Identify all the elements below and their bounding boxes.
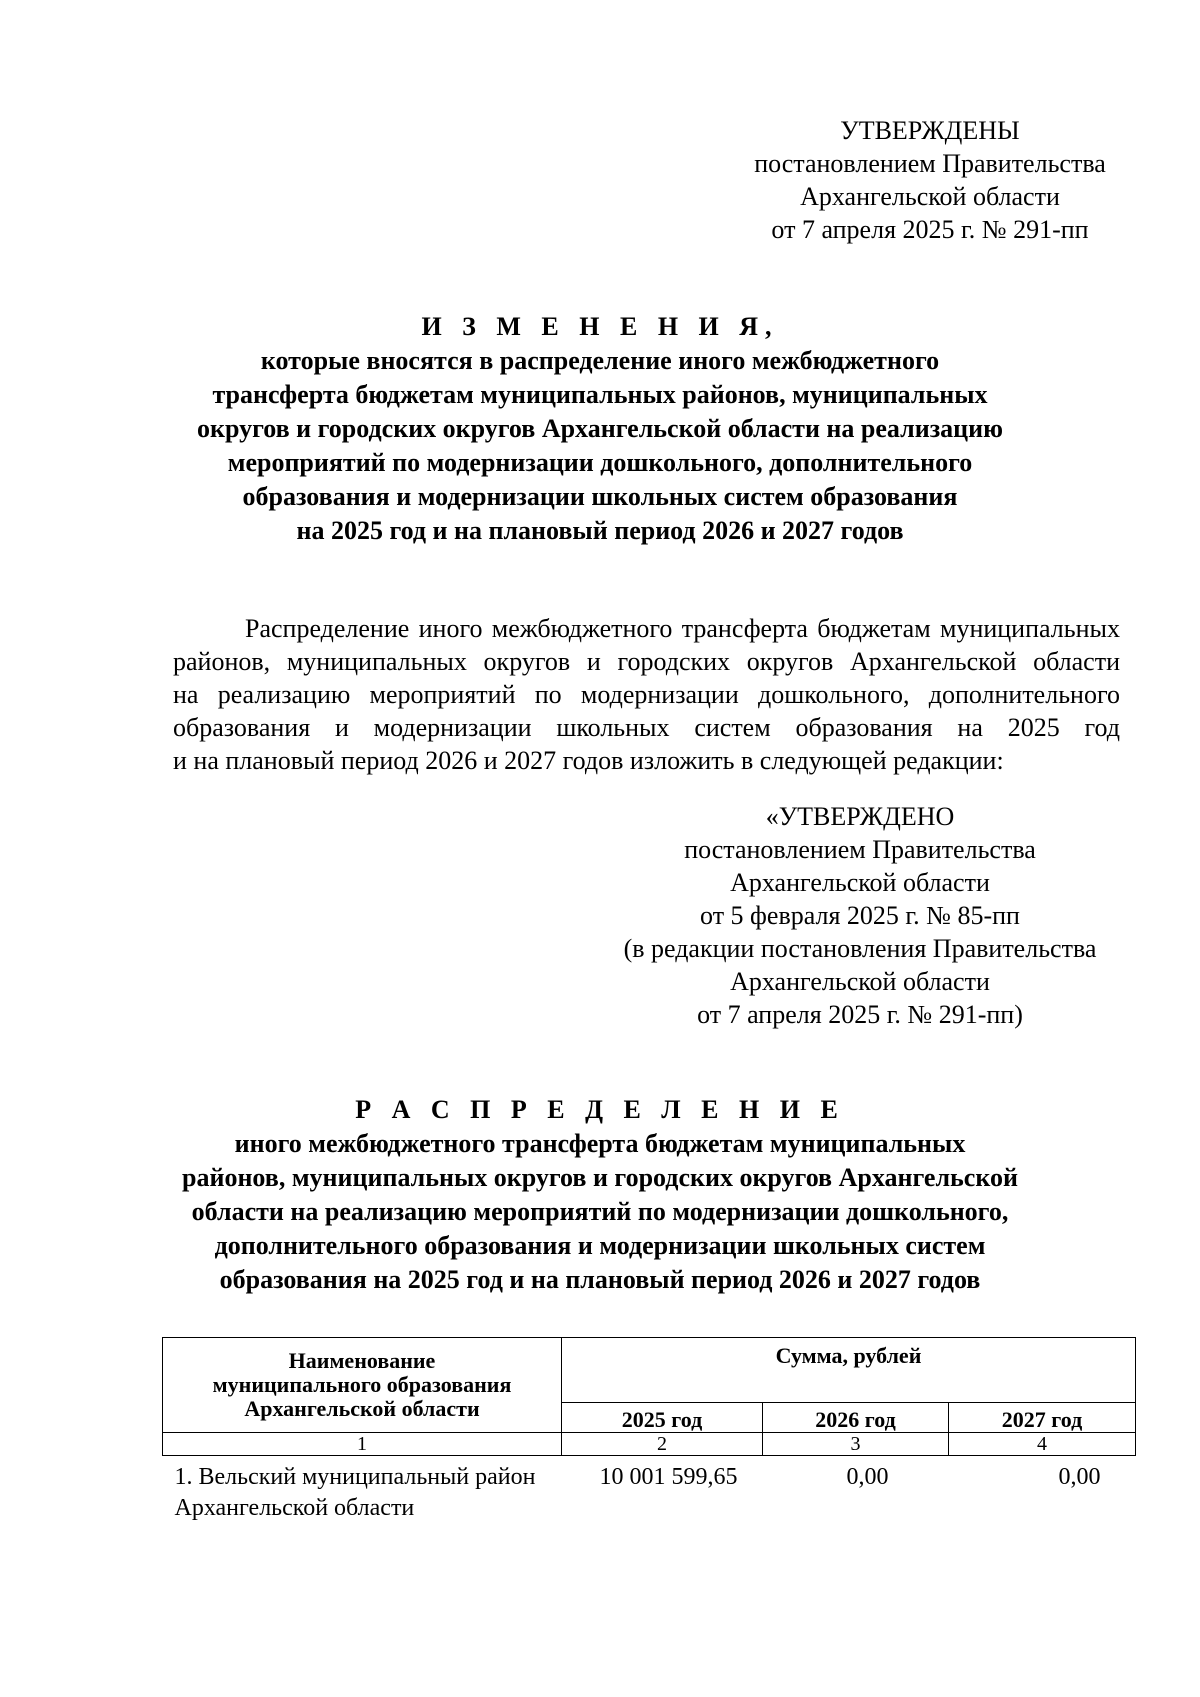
column-number: 3 <box>763 1433 949 1456</box>
value-2027: 0,00 <box>1058 1464 1101 1490</box>
changes-title: И З М Е Н Е Н И Я, <box>421 312 779 341</box>
heading-line: которые вносятся в распределение иного межбюджетного <box>260 346 940 375</box>
column-header-2025: 2025 год <box>562 1403 763 1433</box>
approval-line: постановлением Правительства <box>684 835 1036 864</box>
approval-line: (в редакции постановления Правительства <box>623 934 1097 963</box>
municipality-name: 1. Вельский муниципальный район Архангельской области <box>174 1464 536 1521</box>
heading-line: иного межбюджетного трансферта бюджетам муниципальных <box>234 1129 966 1158</box>
heading-line: области на реализацию мероприятий по модернизации дошкольного, <box>191 1197 1009 1226</box>
approval-line: «УТВЕРЖДЕНО <box>765 802 955 831</box>
column-number: 1 <box>163 1433 562 1456</box>
paragraph-line: и на плановый период 2026 и 2027 годов изложить в следующей редакции: <box>173 746 1004 775</box>
distribution-table <box>162 1337 1136 1524</box>
paragraph-line: на реализацию мероприятий по модернизации дошкольного, дополнительного <box>173 680 1120 709</box>
approval-line: от 7 апреля 2025 г. № 291-пп <box>771 215 1089 244</box>
paragraph-line: Распределение иного межбюджетного трансферта бюджетам муниципальных <box>245 614 1120 643</box>
heading-line: дополнительного образования и модернизации школьных систем <box>214 1231 986 1260</box>
table-header-row <box>163 1338 1136 1403</box>
body-paragraph <box>173 612 1120 777</box>
changes-heading <box>150 310 1050 548</box>
column-number: 2 <box>562 1433 763 1456</box>
approval-line: от 5 февраля 2025 г. № 85-пп <box>700 901 1020 930</box>
paragraph-line: образования и модернизации школьных систем образования на 2025 год <box>173 713 1120 742</box>
approval-line: Архангельской области <box>730 967 990 996</box>
approval-line: Архангельской области <box>800 182 1060 211</box>
approval-stamp-top <box>690 114 1170 246</box>
paragraph-line: районов, муниципальных округов и городских округов Архангельской области <box>173 647 1120 676</box>
value-2026: 0,00 <box>846 1464 889 1490</box>
heading-line: образования на 2025 год и на плановый период 2026 и 2027 годов <box>219 1265 981 1294</box>
heading-line: округов и городских округов Архангельской области на реализацию <box>197 414 1003 443</box>
heading-line: мероприятий по модернизации дошкольного, дополнительного <box>227 448 973 477</box>
column-header-2026: 2026 год <box>763 1403 949 1433</box>
table-row <box>163 1456 1136 1525</box>
column-number-row <box>163 1433 1136 1456</box>
column-header-2027: 2027 год <box>949 1403 1136 1433</box>
heading-line: на 2025 год и на плановый период 2026 и 2027 годов <box>296 516 904 545</box>
column-number: 4 <box>949 1433 1136 1456</box>
approval-stamp-inner <box>580 800 1140 1031</box>
approval-title: УТВЕРЖДЕНЫ <box>840 116 1020 145</box>
approval-line: от 7 апреля 2025 г. № 291-пп) <box>697 1000 1023 1029</box>
column-header-sum: Сумма, рублей <box>562 1338 1136 1403</box>
approval-line: постановлением Правительства <box>754 149 1106 178</box>
distribution-heading <box>150 1093 1050 1297</box>
approval-line: Архангельской области <box>730 868 990 897</box>
heading-line: районов, муниципальных округов и городских округов Архангельской <box>182 1163 1018 1192</box>
value-2025: 10 001 599,65 <box>599 1464 738 1490</box>
column-header-name: Наименование муниципального образования Архангельской области <box>163 1338 562 1433</box>
distribution-title: Р А С П Р Е Д Е Л Е Н И Е <box>355 1095 845 1124</box>
heading-line: трансферта бюджетам муниципальных районов, муниципальных <box>212 380 988 409</box>
heading-line: образования и модернизации школьных систем образования <box>242 482 958 511</box>
